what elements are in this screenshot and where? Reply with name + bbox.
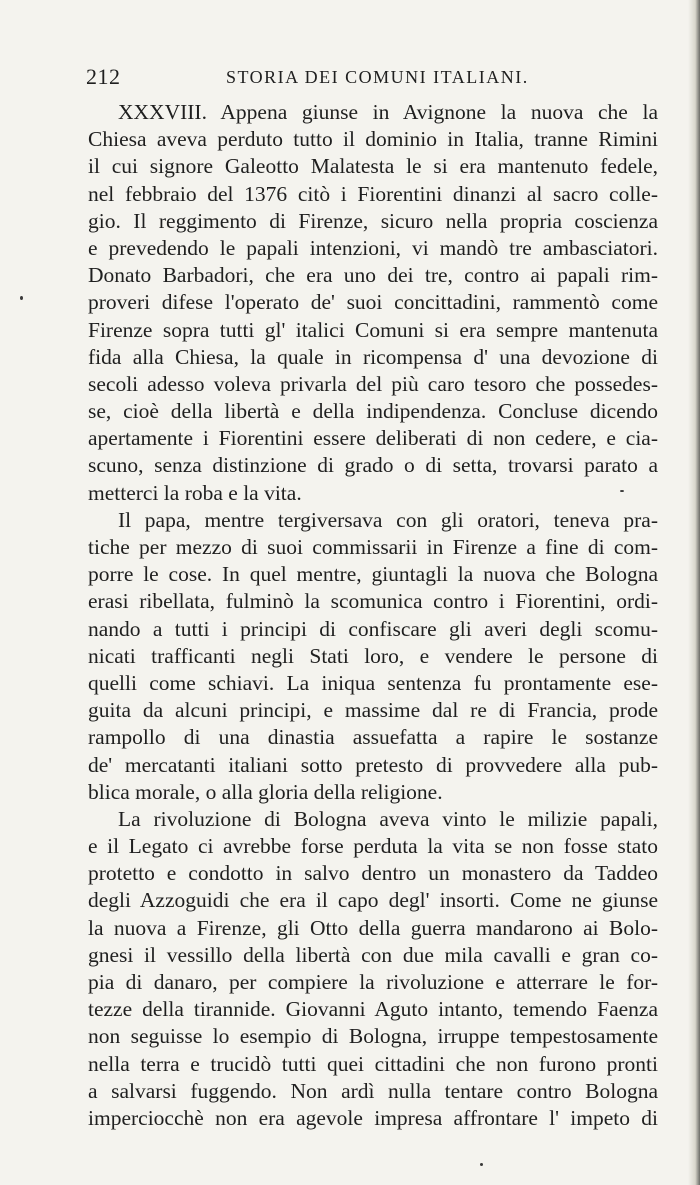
text-line: tezze della tirannide. Giovanni Aguto intanto, temendo Faenza bbox=[88, 997, 658, 1022]
text-line: porre le cose. In quel mentre, giuntagli la nuova che Bologna bbox=[88, 562, 658, 587]
text-line: scuno, senza distinzione di grado o di setta, trovarsi parato a bbox=[88, 453, 658, 478]
running-head bbox=[86, 64, 658, 94]
paragraph-3 bbox=[88, 806, 658, 1132]
text-line: il cui signore Galeotto Malatesta le si era mantenuto fedele, bbox=[88, 154, 658, 179]
text-line: metterci la roba e la vita. bbox=[88, 480, 302, 505]
text-line: nando a tutti i principi di confiscare gli averi degli scomu- bbox=[88, 616, 658, 641]
text-line: pia di danaro, per compiere la rivoluzione e atterrare le for- bbox=[88, 970, 658, 994]
text-line: secoli adesso voleva privarla del più caro tesoro che possedes- bbox=[88, 371, 658, 396]
text-line: se, cioè della libertà e della indipendenza. Concluse dicendo bbox=[88, 399, 658, 424]
text-line: nicati trafficanti negli Stati loro, e vendere le persone di bbox=[88, 643, 658, 668]
text-line: La rivoluzione di Bologna aveva vinto le milizie papali, bbox=[118, 806, 658, 831]
text-line: tiche per mezzo di suoi commissarii in Firenze a fine di com- bbox=[88, 535, 658, 559]
body-text bbox=[88, 99, 658, 1132]
running-title: STORIA DEI COMUNI ITALIANI. bbox=[226, 67, 529, 87]
text-line: gio. Il reggimento di Firenze, sicuro nella propria coscienza bbox=[88, 208, 658, 233]
paragraph-1 bbox=[88, 99, 658, 507]
text-line: Chiesa aveva perduto tutto il dominio in Italia, tranne Rimini bbox=[88, 127, 658, 152]
text-line: imperciocchè non era agevole impresa affrontare l' impeto di bbox=[88, 1105, 658, 1130]
ink-speck bbox=[480, 1163, 483, 1166]
page-edge-shadow bbox=[688, 0, 700, 1185]
text-line: degli Azzoguidi che era il capo degl' insorti. Come ne giunse bbox=[88, 888, 658, 913]
text-line: XXXVIII. Appena giunse in Avignone la nuova che la bbox=[118, 100, 658, 124]
text-line: a salvarsi fuggendo. Non ardì nulla tentare contro Bologna bbox=[88, 1078, 658, 1103]
text-line: guita da alcuni principi, e massime dal re di Francia, prode bbox=[88, 698, 658, 723]
text-line: quelli come schiavi. La iniqua sentenza fu prontamente ese- bbox=[88, 670, 658, 695]
text-line: rampollo di una dinastia assuefatta a rapire le sostanze bbox=[88, 725, 658, 750]
text-line: e il Legato ci avrebbe forse perduta la vita se non fosse stato bbox=[88, 834, 658, 859]
ink-speck bbox=[20, 296, 23, 300]
text-line: gnesi il vessillo della libertà con due mila cavalli e gran co- bbox=[88, 942, 658, 967]
text-line: Firenze sopra tutti gl' italici Comuni si era sempre mantenuta bbox=[88, 317, 658, 342]
text-line: apertamente i Fiorentini essere deliberati di non cedere, e cia- bbox=[88, 426, 658, 451]
ink-speck bbox=[620, 490, 624, 492]
text-line: protetto e condotto in salvo dentro un monastero da Taddeo bbox=[88, 861, 658, 886]
text-line: proveri difese l'operato de' suoi concittadini, rammentò come bbox=[88, 290, 658, 315]
text-line: fida alla Chiesa, la quale in ricompensa d' una devozione di bbox=[88, 344, 658, 369]
text-line: e prevedendo le papali intenzioni, vi mandò tre ambasciatori. bbox=[88, 235, 658, 260]
text-line: nel febbraio del 1376 citò i Fiorentini dinanzi al sacro colle- bbox=[88, 181, 658, 206]
text-line: Il papa, mentre tergiversava con gli oratori, teneva pra- bbox=[118, 507, 658, 532]
page-number: 212 bbox=[86, 64, 121, 89]
text-line: non seguisse lo esempio di Bologna, irruppe tempestosamente bbox=[88, 1024, 658, 1049]
text-line: nella terra e trucidò tutti quei cittadini che non furono pronti bbox=[88, 1051, 658, 1076]
text-line: Donato Barbadori, che era uno dei tre, contro ai papali rim- bbox=[88, 263, 658, 288]
text-line: blica morale, o alla gloria della religione. bbox=[88, 779, 443, 804]
text-line: la nuova a Firenze, gli Otto della guerra mandarono ai Bolo- bbox=[88, 915, 658, 940]
paragraph-2 bbox=[88, 507, 658, 806]
text-line: erasi ribellata, fulminò la scomunica contro i Fiorentini, ordi- bbox=[88, 589, 658, 614]
text-line: de' mercatanti italiani sotto pretesto di provvedere alla pub- bbox=[88, 752, 658, 777]
